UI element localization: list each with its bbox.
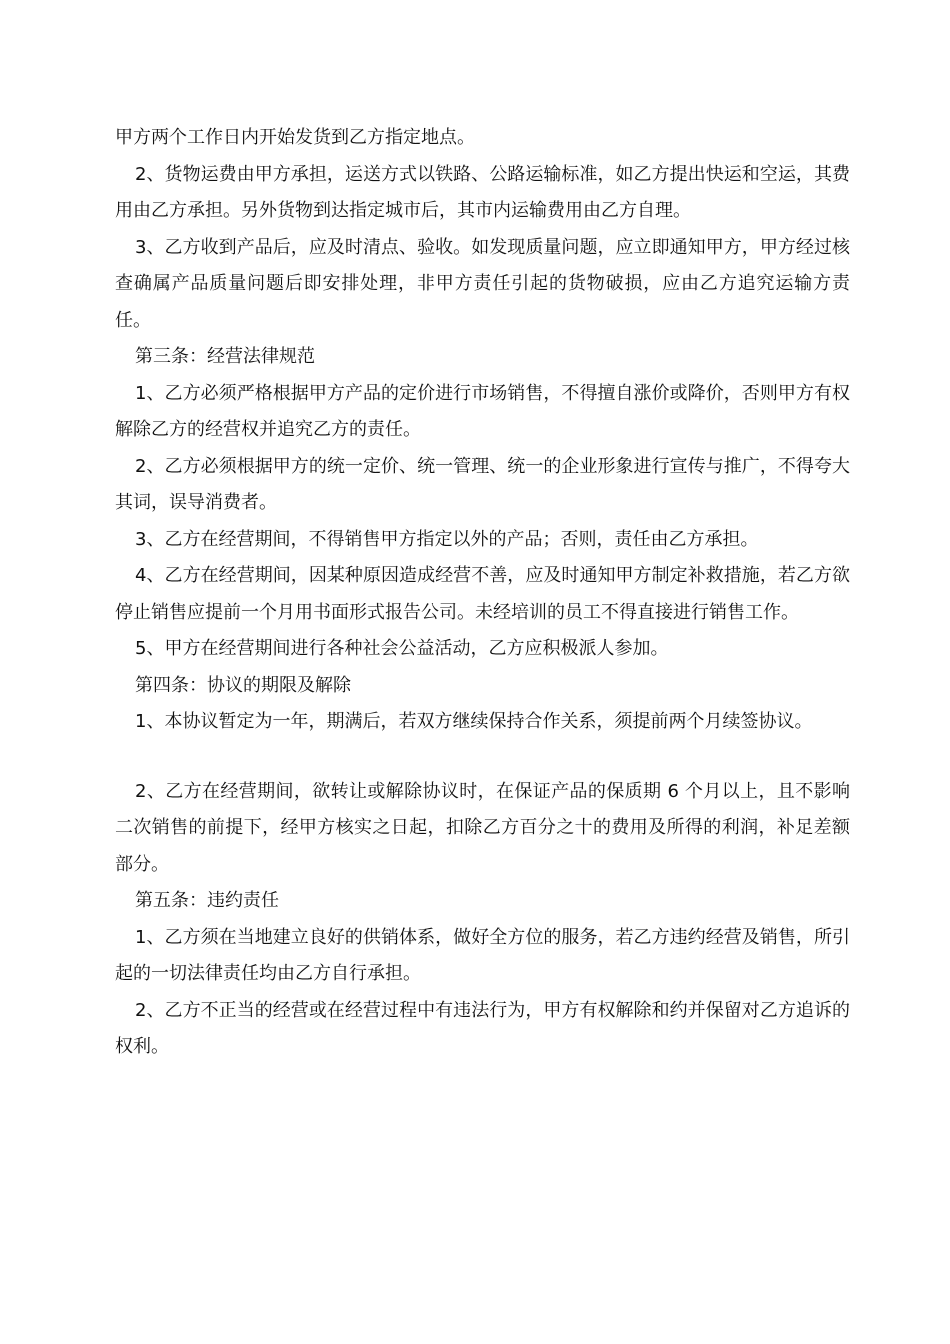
paragraph-public-welfare: 5、甲方在经营期间进行各种社会公益活动，乙方应积极派人参加。 (135, 638, 669, 659)
paragraph-term: 1、本协议暂定为一年，期满后，若双方继续保持合作关系，须提前两个月续签协议。 (135, 711, 813, 732)
paragraph-product-scope: 3、乙方在经营期间，不得销售甲方指定以外的产品；否则，责任由乙方承担。 (135, 528, 759, 550)
section-heading-article-5: 第五条：违约责任 (135, 890, 279, 911)
paragraph-promotion: 2、乙方必须根据甲方的统一定价、统一管理、统一的企业形象进行宣传与推广，不得夸大其词，误导消费者。 (115, 455, 850, 513)
blank-spacer (115, 741, 850, 774)
paragraph-pricing: 1、乙方必须严格根据甲方产品的定价进行市场销售，不得擅自涨价或降价，否则甲方有权解除乙方的经营权并追究乙方的责任。 (115, 382, 850, 440)
paragraph-liability: 1、乙方须在当地建立良好的供销体系，做好全方位的服务，若乙方违约经营及销售，所引起的一切法律责任均由乙方自行承担。 (115, 926, 850, 984)
paragraph-termination: 2、乙方在经营期间，欲转让或解除协议时，在保证产品的保质期 6 个月以上，且不影响二次销售的前提下，经甲方核实之日起，扣除乙方百分之十的费用及所得的利润，补足差额部分。 (115, 780, 850, 875)
paragraph-continuation: 甲方两个工作日内开始发货到乙方指定地点。 (115, 127, 475, 148)
paragraph-inspection: 3、乙方收到产品后，应及时清点、验收。如发现质量问题，应立即通知甲方，甲方经过核查确属产品质量问题后即安排处理，非甲方责任引起的货物破损，应由乙方追究运输方责任。 (115, 236, 850, 331)
paragraph-illegal-conduct: 2、乙方不正当的经营或在经营过程中有违法行为，甲方有权解除和约并保留对乙方追诉的权利。 (115, 999, 850, 1057)
paragraph-freight-cost: 2、货物运费由甲方承担，运送方式以铁路、公路运输标准，如乙方提出快运和空运，其费用由乙方承担。另外货物到达指定城市后，其市内运输费用由乙方自理。 (115, 163, 850, 221)
document-body (115, 120, 850, 1066)
paragraph-remedy: 4、乙方在经营期间，因某种原因造成经营不善，应及时通知甲方制定补救措施，若乙方欲停止销售应提前一个月用书面形式报告公司。未经培训的员工不得直接进行销售工作。 (115, 565, 850, 623)
section-heading-article-3: 第三条：经营法律规范 (135, 346, 315, 367)
section-heading-article-4: 第四条：协议的期限及解除 (135, 674, 351, 696)
